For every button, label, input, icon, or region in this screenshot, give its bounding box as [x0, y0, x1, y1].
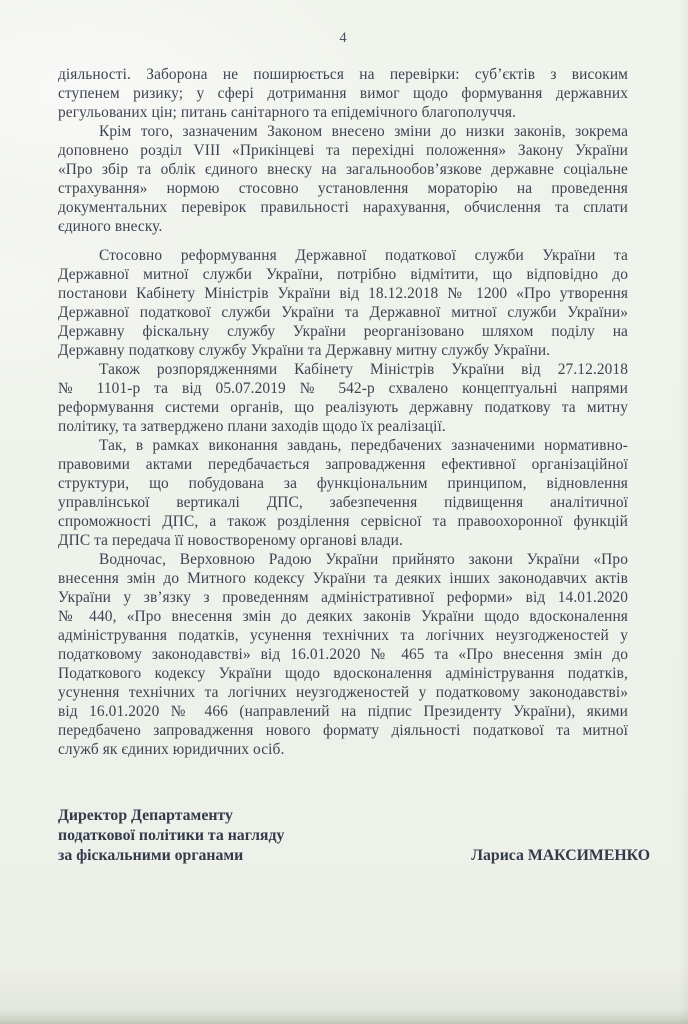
text-line: Крім того, зазначеним Законом внесено зміни до низки законів, зокрема: [99, 123, 628, 140]
text-line: Податкового кодексу України щодо вдосконалення адміністрування податків,: [58, 665, 628, 682]
text-line: спроможності ДПС, а також розділення сервісної та правоохоронної функцій: [58, 513, 628, 530]
text-line: № 440, «Про внесення змін до деяких законів України щодо вдосконалення: [58, 608, 628, 625]
paragraph: [58, 122, 628, 236]
page-number: 4: [339, 30, 347, 46]
paragraph: [58, 436, 628, 550]
paragraph: [58, 65, 628, 122]
text-line: Так, в рамках виконання завдань, передбачених зазначеними нормативно-: [99, 437, 628, 454]
text-line: передбачено запровадження нового формату діяльності податкової та митної: [58, 722, 628, 739]
signature-title-line: податкової політики та нагляду: [58, 827, 285, 844]
signature-title-line: Директор Департаменту: [58, 807, 233, 824]
text-line: доповнено розділ VIII «Прикінцеві та перехідні положення» Закону України: [58, 142, 628, 159]
text-line: правовими актами передбачається запровадження ефективної організаційної: [58, 456, 628, 473]
text-line: ступенем ризику; у сфері дотримання вимог щодо формування державних: [58, 85, 628, 102]
text-line: «Про збір та облік єдиного внеску на загальнообов’язкове державне соціальне: [58, 161, 628, 178]
page-content: [58, 28, 650, 866]
text-line: постанови Кабінету Міністрів України від 18.12.2018 № 1200 «Про утворення: [58, 285, 628, 302]
text-line: єдиного внеску.: [58, 218, 163, 235]
text-line: податковому законодавстві» від 16.01.2020 № 465 та «Про внесення змін до: [58, 646, 628, 663]
paragraph: [58, 360, 628, 436]
text-line: Державної податкової служби України та Державної митної служби України»: [58, 304, 628, 321]
signatory-name: Лариса МАКСИМЕНКО: [471, 847, 650, 864]
text-line: документальних перевірок правильності нарахування, обчислення та сплати: [58, 199, 628, 216]
paragraph: [58, 246, 628, 360]
paragraphs: [58, 65, 628, 759]
text-line: від 16.01.2020 № 466 (направлений на підпис Президенту України), якими: [58, 703, 628, 720]
text-line: усунення технічних та логічних неузгодженостей у податковому законодавстві»: [58, 684, 628, 701]
text-line: структури, що побудована за функціональним принципом, відновлення: [58, 475, 628, 492]
text-line: реформування системи органів, що реалізують державну податкову та митну: [58, 399, 628, 416]
text-line: адміністрування податків, усунення технічних та логічних неузгодженостей у: [58, 627, 628, 644]
text-line: управлінської вертикалі ДПС, забезпечення підвищення аналітичної: [58, 494, 628, 511]
text-line: Державну податкову службу України та Державну митну службу України.: [58, 342, 551, 359]
text-line: діяльності. Заборона не поширюється на перевірки: суб’єктів з високим: [58, 66, 628, 83]
text-line: ДПС та передача її новоствореному органові влади.: [58, 532, 403, 549]
text-line: Водночас, Верховною Радою України прийнято закони України «Про: [99, 551, 628, 568]
text-line: політику, та затверджено плани заходів щодо їх реалізації.: [58, 418, 446, 435]
text-line: № 1101-р та від 05.07.2019 № 542-р схвалено концептуальні напрями: [58, 380, 628, 397]
text-line: Державної митної служби України, потрібно відмітити, що відповідно до: [58, 266, 628, 283]
signature-title-line: за фіскальними органами: [58, 847, 244, 864]
text-line: внесення змін до Митного кодексу України та деяких інших законодавчих актів: [58, 570, 628, 587]
text-line: регульованих цін; питань санітарного та епідемічного благополуччя.: [58, 104, 517, 121]
signature-title: [58, 806, 284, 866]
text-line: України у зв’язку з проведенням адміністративної реформи» від 14.01.2020: [58, 589, 628, 606]
text-line: служб як єдиних юридичних осіб.: [58, 741, 285, 758]
text-line: Стосовно реформування Державної податкової служби України та: [99, 247, 628, 264]
text-line: Також розпорядженнями Кабінету Міністрів України від 27.12.2018: [99, 361, 628, 378]
text-line: страхування» нормою стосовно установлення мораторію на проведення: [58, 180, 628, 197]
paragraph: [58, 550, 628, 759]
signature-block: [58, 806, 650, 866]
text-line: Державну фіскальну службу України реорганізовано шляхом поділу на: [58, 323, 628, 340]
